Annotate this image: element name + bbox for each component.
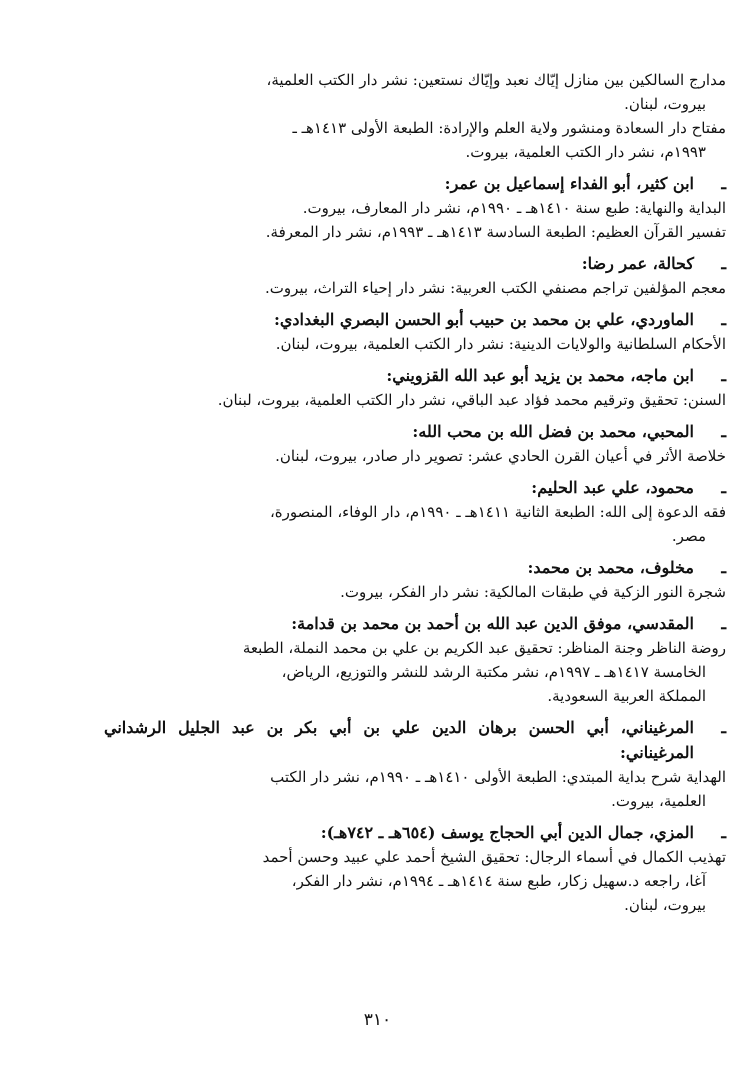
list-dash: ـ [721,558,726,577]
author-name: المحبي، محمد بن فضل الله بن محب الله: [412,422,694,441]
list-dash: ـ [721,823,726,842]
entry-line: السنن: تحقيق وترقيم محمد فؤاد عبد الباقي، نشر دار الكتب العلمية، بيروت، لبنان. [217,391,726,409]
author-entry [104,715,726,813]
author-heading [104,363,726,388]
author-heading [104,307,726,332]
author-entry [104,611,726,708]
author-entry [104,307,726,356]
author-entry [104,363,726,412]
intro-entry [104,116,726,164]
entry-line: العلمية، بيروت. [611,792,706,810]
author-heading [104,419,726,444]
bibliography-page [104,68,726,917]
author-entry [104,251,726,300]
list-dash: ـ [721,366,726,385]
list-dash: ـ [721,310,726,329]
author-name: ابن ماجه، محمد بن يزيد أبو عبد الله القزويني: [386,366,694,385]
entry-line: روضة الناظر وجنة المناظر: تحقيق عبد الكريم بن علي بن محمد النملة، الطبعة [242,639,726,657]
page-number: ٣١٠ [363,1010,392,1030]
author-name: المرغيناني، أبي الحسن برهان الدين علي بن أبي بكر بن عبد الجليل الرشداني المرغيناني: [104,718,694,762]
list-dash: ـ [721,478,726,497]
author-name: المقدسي، موفق الدين عبد الله بن أحمد بن محمد بن قدامة: [291,614,694,633]
author-name: الماوردي، علي بن محمد بن حبيب أبو الحسن البصري البغدادي: [274,310,694,329]
entry-line: تهذيب الكمال في أسماء الرجال: تحقيق الشيخ أحمد علي عبيد وحسن أحمد [262,848,726,866]
list-dash: ـ [721,254,726,273]
list-dash: ـ [721,614,726,633]
intro-entry [104,68,726,116]
entry-line: الخامسة ١٤١٧هـ ـ ١٩٩٧م، نشر مكتبة الرشد للنشر والتوزيع، الرياض، [281,663,706,681]
author-entry [104,419,726,468]
entry-line: مدارج السالكين بين منازل إيّاك نعبد وإيّاك نستعين: نشر دار الكتب العلمية، [266,71,726,89]
author-entry [104,555,726,604]
author-name: محمود، علي عبد الحليم: [531,478,694,497]
entry-line: تفسير القرآن العظيم: الطبعة السادسة ١٤١٣هـ ـ ١٩٩٣م، نشر دار المعرفة. [265,223,726,241]
author-heading [104,555,726,580]
entry-line: المملكة العربية السعودية. [547,687,706,705]
author-entry [104,475,726,548]
list-dash: ـ [721,422,726,441]
entry-line: بيروت، لبنان. [624,95,706,113]
author-name: ابن كثير، أبو الفداء إسماعيل بن عمر: [444,174,694,193]
author-heading [104,475,726,500]
entry-line: شجرة النور الزكية في طبقات المالكية: نشر دار الفكر، بيروت. [340,583,726,601]
author-name: المزي، جمال الدين أبي الحجاج يوسف (٦٥٤هـ ـ ٧٤٢هـ): [320,823,694,842]
list-dash: ـ [721,718,726,737]
author-name: مخلوف، محمد بن محمد: [527,558,694,577]
author-heading [104,715,726,765]
entry-line: آغا، راجعه د.سهيل زكار، طبع سنة ١٤١٤هـ ـ ١٩٩٤م، نشر دار الفكر، [291,872,706,890]
author-heading [104,611,726,636]
entry-line: فقه الدعوة إلى الله: الطبعة الثانية ١٤١١هـ ـ ١٩٩٠م، دار الوفاء، المنصورة، [269,503,726,521]
author-entry [104,171,726,244]
entry-line: ١٩٩٣م، نشر دار الكتب العلمية، بيروت. [465,143,706,161]
entry-line: الهداية شرح بداية المبتدي: الطبعة الأولى ١٤١٠هـ ـ ١٩٩٠م، نشر دار الكتب [270,768,726,786]
author-name: كحالة، عمر رضا: [581,254,694,273]
author-heading [104,251,726,276]
author-heading [104,171,726,196]
author-entry [104,820,726,917]
entry-line: بيروت، لبنان. [624,896,706,914]
entry-line: معجم المؤلفين تراجم مصنفي الكتب العربية: نشر دار إحياء التراث، بيروت. [264,279,726,297]
entry-line: الأحكام السلطانية والولايات الدينية: نشر دار الكتب العلمية، بيروت، لبنان. [275,335,726,353]
entry-line: البداية والنهاية: طبع سنة ١٤١٠هـ ـ ١٩٩٠م، نشر دار المعارف، بيروت. [302,199,726,217]
list-dash: ـ [721,174,726,193]
entry-line: خلاصة الأثر في أعيان القرن الحادي عشر: تصوير دار صادر، بيروت، لبنان. [275,447,726,465]
author-heading [104,820,726,845]
entry-line: مفتاح دار السعادة ومنشور ولاية العلم والإرادة: الطبعة الأولى ١٤١٣هـ ـ [292,119,726,137]
entry-line: مصر. [671,527,706,545]
